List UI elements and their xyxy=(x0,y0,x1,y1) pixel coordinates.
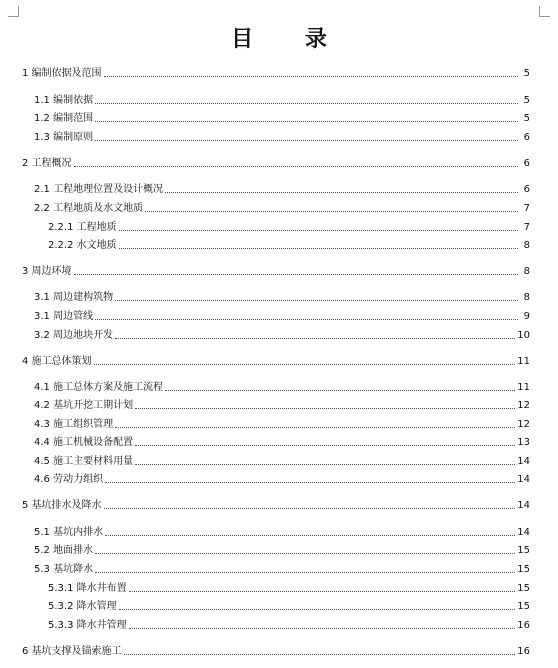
toc-dot-leader xyxy=(115,426,515,428)
toc-entry-label: 4.1 施工总体方案及施工流程 xyxy=(34,382,164,393)
toc-entry[interactable] xyxy=(34,564,530,576)
toc-entry[interactable] xyxy=(34,474,530,486)
toc-page-number: 16 xyxy=(517,646,530,657)
toc-page-number: 7 xyxy=(523,203,530,214)
toc-page-number: 5 xyxy=(523,68,530,79)
toc-entry-label: 1.3 编制原则 xyxy=(34,132,94,143)
toc-entry[interactable] xyxy=(48,240,530,252)
toc-dot-leader xyxy=(74,165,518,167)
toc-entry-label: 4.5 施工主要材料用量 xyxy=(34,456,134,467)
toc-dot-leader xyxy=(129,590,516,592)
toc-page-number: 6 xyxy=(523,132,530,143)
toc-entry-label: 1.1 编制依据 xyxy=(34,95,94,106)
toc-dot-leader xyxy=(95,102,518,104)
toc-page-number: 6 xyxy=(523,158,530,169)
toc-page-number: 8 xyxy=(523,240,530,251)
toc-dot-leader xyxy=(104,75,518,77)
toc-entry-label: 4.3 施工组织管理 xyxy=(34,419,114,430)
toc-dot-leader xyxy=(95,139,518,141)
toc-entry-label: 4 施工总体策划 xyxy=(22,356,92,367)
toc-entry[interactable] xyxy=(34,292,530,304)
toc-dot-leader xyxy=(95,571,515,573)
toc-dot-leader xyxy=(119,229,518,231)
toc-entry[interactable] xyxy=(48,620,530,632)
toc-dot-leader xyxy=(104,507,516,509)
toc-entry-label: 5.3.1 降水井布置 xyxy=(48,583,127,594)
toc-page-number: 8 xyxy=(523,266,530,277)
toc-page-number: 5 xyxy=(523,95,530,106)
toc-entry[interactable] xyxy=(34,456,530,468)
toc-entry[interactable] xyxy=(34,203,530,215)
toc-page-number: 11 xyxy=(517,382,530,393)
toc-entry[interactable] xyxy=(48,222,530,234)
toc-dot-leader xyxy=(115,299,518,301)
toc-dot-leader xyxy=(95,120,518,122)
toc-dot-leader xyxy=(145,210,518,212)
toc-entry[interactable] xyxy=(34,95,530,107)
toc-entry-label: 5.3 基坑降水 xyxy=(34,564,94,575)
toc-page-number: 14 xyxy=(517,500,530,511)
toc-entry[interactable] xyxy=(34,400,530,412)
toc-dot-leader xyxy=(74,273,518,275)
toc-dot-leader xyxy=(135,407,515,409)
toc-entry-label: 3.1 周边建构筑物 xyxy=(34,292,114,303)
toc-dot-leader xyxy=(95,318,518,320)
toc-title: 目 录 xyxy=(231,26,349,52)
toc-entry-label: 1.2 编制范围 xyxy=(34,113,94,124)
toc-entry[interactable] xyxy=(34,132,530,144)
toc-entry[interactable] xyxy=(48,601,530,613)
toc-entry[interactable] xyxy=(22,266,530,278)
toc-entry-label: 5.3.2 降水管理 xyxy=(48,601,117,612)
toc-page-number: 15 xyxy=(517,564,530,575)
toc-dot-leader xyxy=(94,363,516,365)
toc-entry[interactable] xyxy=(34,113,530,125)
toc-entry-label: 4.6 劳动力组织 xyxy=(34,474,104,485)
toc-entry[interactable] xyxy=(22,500,530,512)
toc-entry-label: 3 周边环境 xyxy=(22,266,72,277)
toc-entry-label: 5 基坑排水及降水 xyxy=(22,500,102,511)
toc-dot-leader xyxy=(95,552,515,554)
toc-dot-leader xyxy=(129,627,516,629)
toc-dot-leader xyxy=(119,247,518,249)
toc-page-number: 16 xyxy=(517,620,530,631)
toc-entry[interactable] xyxy=(34,419,530,431)
toc-dot-leader xyxy=(135,463,515,465)
toc-page-number: 15 xyxy=(517,545,530,556)
toc-entry[interactable] xyxy=(34,184,530,196)
toc-dot-leader xyxy=(124,653,516,655)
toc-page-number: 13 xyxy=(517,437,530,448)
toc-page-number: 8 xyxy=(523,292,530,303)
toc-entry-label: 2.2.2 水文地质 xyxy=(48,240,117,251)
toc-entry[interactable] xyxy=(34,527,530,539)
toc-entry[interactable] xyxy=(48,583,530,595)
toc-entry-label: 3.1 周边管线 xyxy=(34,311,94,322)
toc-entry[interactable] xyxy=(34,382,530,394)
toc-entry-label: 2.1 工程地理位置及设计概况 xyxy=(34,184,164,195)
toc-dot-leader xyxy=(115,337,515,339)
toc-entry-label: 2.2.1 工程地质 xyxy=(48,222,117,233)
toc-page-number: 14 xyxy=(517,456,530,467)
toc-page-number: 12 xyxy=(517,419,530,430)
toc-entry[interactable] xyxy=(34,437,530,449)
toc-entry-label: 5.3.3 降水井管理 xyxy=(48,620,127,631)
toc-page-number: 7 xyxy=(523,222,530,233)
toc-dot-leader xyxy=(165,191,518,193)
toc-dot-leader xyxy=(165,389,515,391)
toc-dot-leader xyxy=(105,534,515,536)
toc-page-number: 14 xyxy=(517,474,530,485)
toc-page-number: 6 xyxy=(523,184,530,195)
toc-entry-label: 6 基坑支撑及锚索施工 xyxy=(22,646,122,657)
toc-entry[interactable] xyxy=(22,68,530,80)
toc-dot-leader xyxy=(105,481,515,483)
toc-entry-label: 1 编制依据及范围 xyxy=(22,68,102,79)
toc-page-number: 12 xyxy=(517,400,530,411)
toc-dot-leader xyxy=(119,608,516,610)
toc-entry[interactable] xyxy=(34,330,530,342)
toc-entry-label: 2 工程概况 xyxy=(22,158,72,169)
toc-page-number: 14 xyxy=(517,527,530,538)
toc-page-number: 9 xyxy=(523,311,530,322)
toc-page-number: 11 xyxy=(517,356,530,367)
toc-entry[interactable] xyxy=(22,356,530,368)
toc-page-number: 15 xyxy=(517,601,530,612)
toc-entry-label: 5.1 基坑内排水 xyxy=(34,527,104,538)
toc-entry[interactable] xyxy=(22,646,530,658)
toc-entry-label: 4.2 基坑开挖工期计划 xyxy=(34,400,134,411)
toc-entry-label: 2.2 工程地质及水文地质 xyxy=(34,203,144,214)
toc-dot-leader xyxy=(135,444,515,446)
toc-entry[interactable] xyxy=(34,311,530,323)
toc-entry-label: 4.4 施工机械设备配置 xyxy=(34,437,134,448)
toc-page-number: 15 xyxy=(517,583,530,594)
toc-entry[interactable] xyxy=(34,545,530,557)
toc-entry-label: 3.2 周边地块开发 xyxy=(34,330,114,341)
toc-page-number: 10 xyxy=(517,330,530,341)
toc-entry-label: 5.2 地面排水 xyxy=(34,545,94,556)
toc-page-number: 5 xyxy=(523,113,530,124)
toc-entry[interactable] xyxy=(22,158,530,170)
